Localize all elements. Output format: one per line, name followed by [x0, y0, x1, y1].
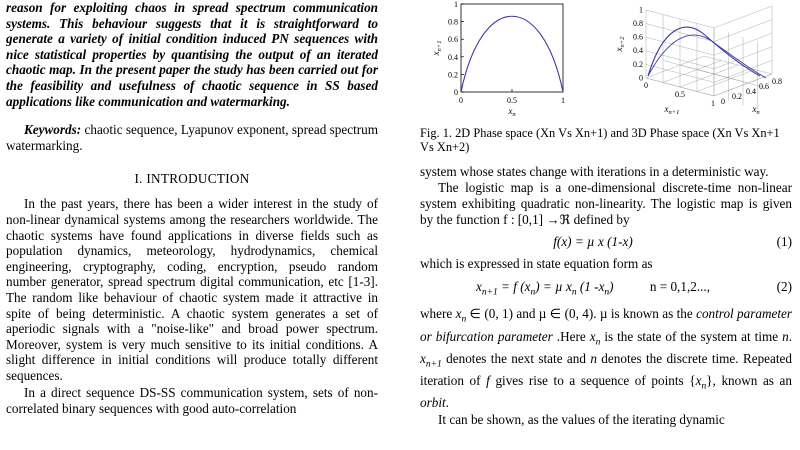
svg-text:0.8: 0.8: [448, 17, 458, 27]
svg-text:xn+1: $x_{n+1}$: [664, 104, 680, 116]
svg-text:0: 0: [644, 81, 648, 90]
figure-3d-phase-space-plot: [610, 0, 788, 118]
intro-paragraph-2: In a direct sequence DS-SS communication system, sets of non-correlated binary sequences with good auto-correlation: [6, 385, 378, 417]
right-column: [420, 0, 792, 450]
svg-text:0.6: 0.6: [448, 35, 458, 45]
section-heading-introduction: I. INTRODUCTION: [134, 171, 250, 187]
keywords-label: Keywords:: [24, 122, 82, 138]
left-column: [6, 0, 378, 450]
svg-text:0.6: 0.6: [759, 82, 769, 91]
svg-text:0.6: 0.6: [633, 32, 643, 42]
figure-2d-phase-space-plot: [428, 0, 578, 118]
svg-text:0.4: 0.4: [448, 52, 458, 62]
right-paragraph-4: where $x_n$ ∈ (0, 1) and µ ∈ (0, 4). µ is known as the control parameter or bifurcation parameter .Here $x_n$ is the state of the system at time n. $x_{n+1}$ denotes the next state and n denotes the discrete time. Repeated iteration of f gives rise to a sequence of points $\{x_n\}$, known as an orbit.: [420, 306, 792, 411]
svg-text:0.2: 0.2: [448, 70, 458, 80]
svg-text:0: 0: [639, 73, 643, 83]
svg-text:0.4: 0.4: [746, 87, 756, 96]
svg-text:xn: $x_n$: [508, 106, 516, 118]
svg-text:0.5: 0.5: [507, 96, 517, 105]
svg-text:1: 1: [639, 5, 643, 15]
svg-text:0: 0: [454, 88, 458, 97]
equation-1: [420, 234, 792, 250]
plot-3d-svg: [610, 0, 788, 118]
right-paragraph-2: The logistic map is a one-dimensional discrete-time non-linear system exhibiting quadratic non-linearity. The logistic map is given by the function f : [0,1] →ℜ defined by: [420, 180, 792, 227]
equation-2-body: $x_{n+1} = f$ $(x_n) = \mu$ $x_n$ (1 $-x_n$) n = 0,1,2...,: [475, 278, 711, 298]
svg-text:1: 1: [711, 99, 715, 108]
svg-text:1: 1: [561, 96, 565, 105]
svg-text:0.5: 0.5: [675, 90, 685, 99]
svg-text:1: 1: [454, 0, 458, 9]
right-paragraph-1: system whose states change with iterations in a deterministic way.: [420, 163, 769, 179]
svg-text:xn+2: $x_{n+2}$: [614, 36, 626, 52]
svg-text:0: 0: [721, 97, 725, 106]
right-paragraph-3: which is expressed in state equation form as: [420, 256, 653, 272]
figure-caption: Fig. 1. 2D Phase space (Xn Vs Xn+1) and 3D Phase space (Xn Vs Xn+1 Vs Xn+2): [420, 126, 780, 155]
intro-paragraph-1: In the past years, there has been a wider interest in the study of non-linear dynamical systems among the researchers worldwide. The chaotic systems have found applications in diverse fields such as population dynamics, meteorology, hydrodynamics, chemical engineering, cryptography, coding, encryption, pseudo random number generator, spread spectrum digital communication, etc [1-3]. The random like behaviour of chaotic system made it attractive in spite of being deterministic. A chaotic system generates a set of aperiodic signals with a "noise-like" and broad power spectrum. Moreover, system is very much sensitive to its initial conditions. A slight difference in initial conditions will produce totally different sequences.: [6, 196, 378, 383]
equation-2: [420, 279, 792, 301]
equation-1-number: (1): [776, 234, 792, 250]
svg-text:0.8: 0.8: [772, 77, 782, 86]
svg-text:0.2: 0.2: [732, 92, 742, 101]
keywords-text: chaotic sequence, Lyapunov exponent, spread spectrum watermarking.: [6, 122, 378, 153]
svg-text:0.4: 0.4: [633, 46, 643, 56]
svg-text:xn+1: $x_{n+1}$: [431, 40, 443, 56]
svg-text:0.2: 0.2: [633, 59, 643, 69]
keywords-line: [6, 122, 378, 153]
equation-1-body: f(x) = µ x (1-x): [553, 234, 633, 250]
plot-2d-svg: [428, 0, 578, 118]
svg-text:xn: $x_n$: [752, 104, 760, 116]
abstract-text: reason for exploiting chaos in spread spectrum communication systems. This behaviour suggests that it is straightforward to generate a variety of initial condition induced PN sequences with nice statistical properties by quantising the output of an iterated chaotic map. In the present paper the study has been carried out for the feasibility and usefulness of chaotic sequence in SS based applications like communication and watermarking.: [6, 0, 378, 109]
right-paragraph-5: It can be shown, as the values of the iterating dynamic: [438, 411, 725, 427]
figure-1: [420, 0, 792, 122]
svg-text:0: 0: [459, 96, 463, 105]
svg-text:0.8: 0.8: [633, 19, 643, 28]
equation-2-number: (2): [776, 278, 792, 294]
